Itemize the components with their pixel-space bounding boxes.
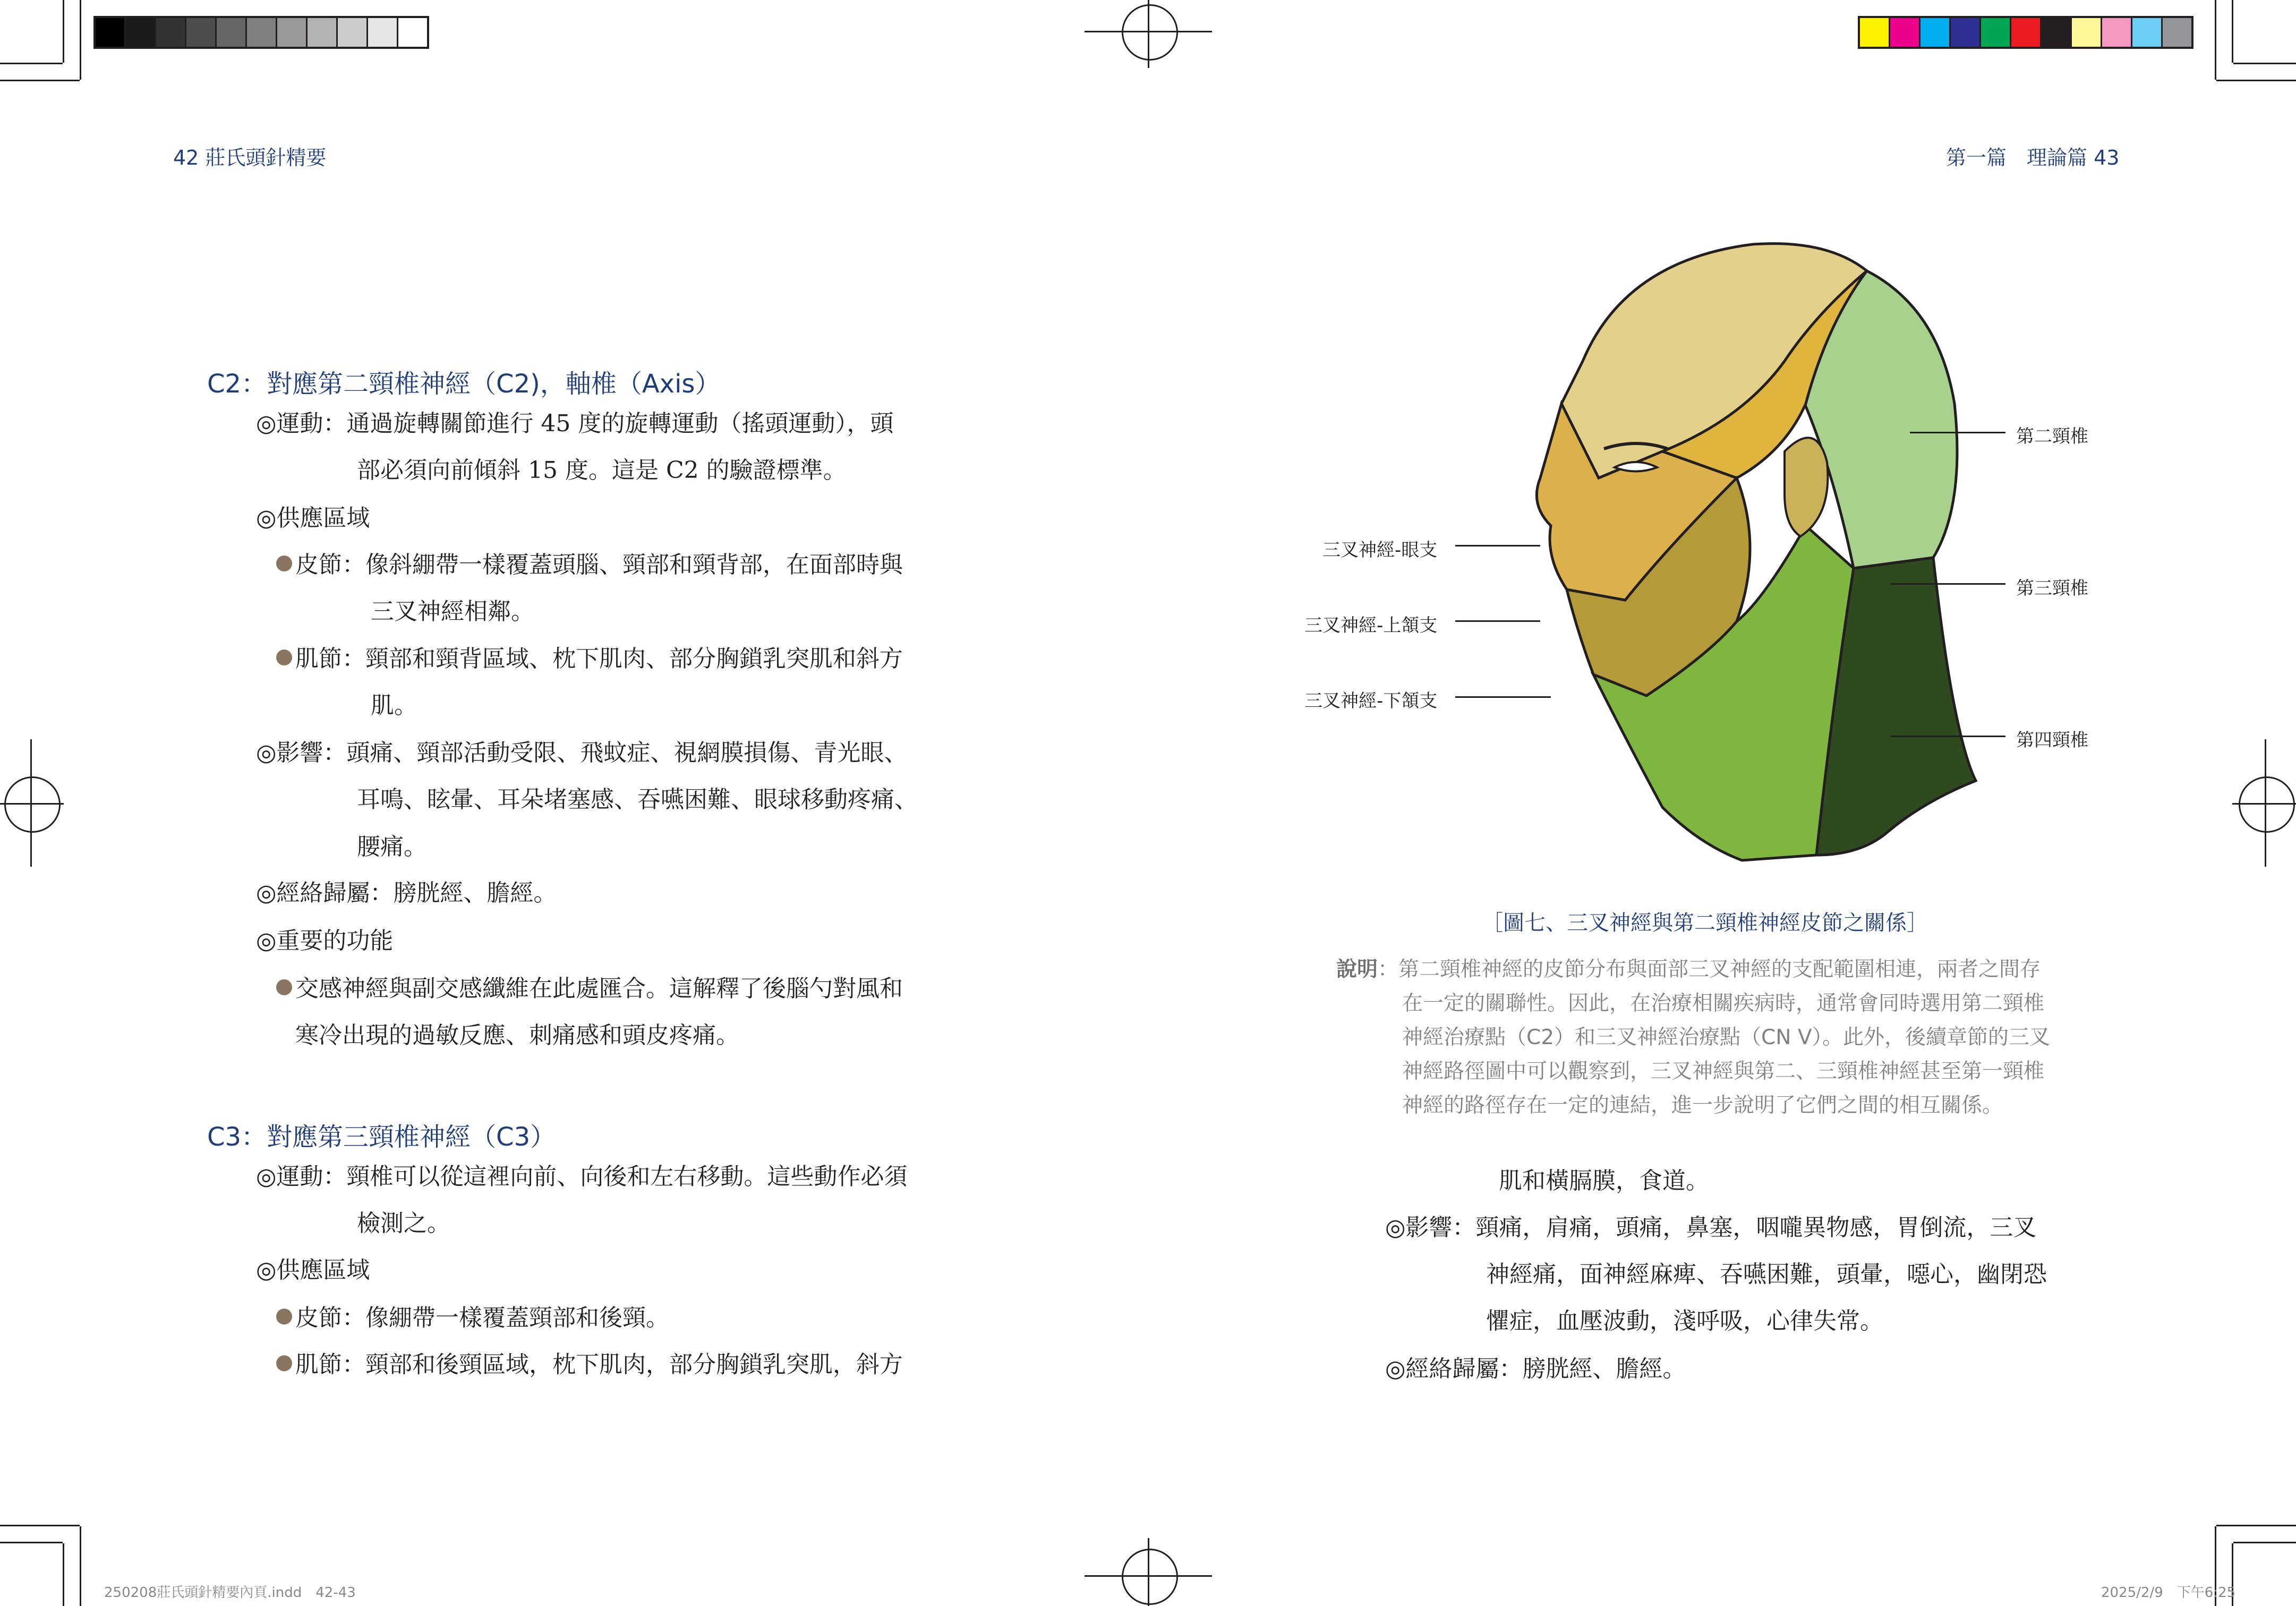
c2-function-title: ◎重要的功能	[256, 927, 394, 954]
c3-effect-line-2: 神經痛，面神經麻痺、吞嚥困難，頭暈，噁心，幽閉恐	[1486, 1261, 2047, 1288]
slug-file-name: 250208莊氏頭針精要內頁.indd 42-43	[104, 1585, 356, 1601]
c2-movement-line-1: ◎運動：通過旋轉關節進行 45 度的旋轉運動（搖頭運動），頭	[256, 410, 894, 437]
explanation-line-3: 神經治療點（C2）和三叉神經治療點（CN V）。此外，後續章節的三叉	[1402, 1026, 2051, 1049]
bullet-dot	[276, 650, 292, 665]
explanation-line-5: 神經的路徑存在一定的連結，進一步說明了它們之間的相互關係。	[1402, 1094, 2003, 1117]
color-swatch-2	[1890, 18, 1921, 47]
color-swatch-4	[1951, 18, 1981, 47]
leader-line-v3	[1455, 696, 1551, 698]
slug-timestamp: 2025/2/9 下午6:25	[2101, 1585, 2236, 1601]
c2-effect-line-2: 耳鳴、眩暈、耳朵堵塞感、吞嚥困難、眼球移動疼痛、	[357, 786, 918, 813]
c2-myotome-line-2: 肌。	[371, 692, 417, 719]
gray-swatch-7	[277, 18, 308, 47]
explanation-label: 說明	[1336, 958, 1378, 981]
color-swatch-6	[2011, 18, 2042, 47]
section-heading-c3: C3：對應第三頸椎神經（C3）	[207, 1122, 556, 1152]
label-c2: 第二頸椎	[2016, 426, 2088, 447]
explanation-line-4: 神經路徑圖中可以觀察到，三叉神經與第二、三頸椎神經甚至第一頸椎	[1402, 1060, 2045, 1083]
color-swatch-7	[2042, 18, 2072, 47]
label-trigeminal-maxillary: 三叉神經-上頷支	[1304, 615, 1438, 636]
gray-swatch-6	[247, 18, 277, 47]
gray-swatch-9	[338, 18, 368, 47]
color-swatch-11	[2163, 18, 2191, 47]
c3-dermatome-line-1: 皮節：像綳帶一樣覆蓋頸部和後頸。	[276, 1306, 669, 1330]
gray-swatch-3	[156, 18, 186, 47]
grayscale-color-bar	[93, 16, 429, 49]
c3-myotome-continued: 肌和橫膈膜，食道。	[1499, 1167, 1709, 1194]
c3-movement-line-2: 檢測之。	[357, 1210, 450, 1237]
bullet-dot	[276, 556, 292, 571]
c3-effect-line-1: ◎影響：頸痛，肩痛，頭痛，鼻塞，咽嚨異物感，胃倒流，三叉	[1385, 1214, 2037, 1241]
head-dermatome-illustration	[1487, 228, 1992, 887]
label-c3: 第三頸椎	[2016, 578, 2088, 599]
c2-myotome-line-1: 肌節：頸部和頸背區域、枕下肌肉、部分胸鎖乳突肌和斜方	[276, 647, 903, 671]
label-c4: 第四頸椎	[2016, 730, 2088, 751]
gray-swatch-11	[398, 18, 427, 47]
c2-meridian: ◎經絡歸屬：膀胱經、膽經。	[256, 879, 557, 907]
c2-dermatome-line-2: 三叉神經相鄰。	[371, 598, 534, 625]
leader-line-c3	[1891, 583, 2005, 585]
gray-swatch-10	[368, 18, 398, 47]
section-heading-c2: C2：對應第二頸椎神經（C2)，軸椎（Axis）	[207, 369, 721, 399]
c2-effect-line-3: 腰痛。	[357, 833, 427, 860]
gray-swatch-1	[96, 18, 126, 47]
c2-function-line-1: 交感神經與副交感纖維在此處匯合。這解釋了後腦勺對風和	[276, 977, 903, 1001]
running-head-left: 42 莊氏頭針精要	[173, 146, 327, 169]
c3-supply-title: ◎供應區域	[256, 1257, 370, 1284]
bullet-dot	[276, 1355, 292, 1371]
process-color-bar	[1858, 16, 2193, 49]
color-swatch-10	[2132, 18, 2163, 47]
bullet-dot	[276, 979, 292, 995]
explanation-line-1: 說明：第二頸椎神經的皮節分布與面部三叉神經的支配範圍相連，兩者之間存	[1336, 958, 2041, 981]
gray-swatch-5	[217, 18, 247, 47]
label-trigeminal-mandibular: 三叉神經-下頷支	[1304, 690, 1438, 712]
leader-line-c4	[1891, 736, 2005, 737]
bullet-dot	[276, 1309, 292, 1325]
color-swatch-9	[2102, 18, 2132, 47]
c2-movement-line-2: 部必須向前傾斜 15 度。這是 C2 的驗證標準。	[357, 457, 847, 484]
c3-effect-line-3: 懼症，血壓波動，淺呼吸，心律失常。	[1486, 1308, 1883, 1335]
gray-swatch-8	[308, 18, 338, 47]
c2-supply-title: ◎供應區域	[256, 505, 370, 532]
c3-myotome-line-1: 肌節：頸部和後頸區域，枕下肌肉，部分胸鎖乳突肌，斜方	[276, 1353, 903, 1377]
leader-line-c2	[1910, 432, 2005, 433]
explanation-line-2: 在一定的關聯性。因此，在治療相關疾病時，通常會同時選用第二頸椎	[1402, 992, 2045, 1015]
c3-meridian: ◎經絡歸屬：膀胱經、膽經。	[1385, 1355, 1686, 1382]
gray-swatch-2	[126, 18, 156, 47]
running-head-right: 第一篇 理論篇 43	[1946, 146, 2120, 169]
c2-effect-line-1: ◎影響：頭痛、頸部活動受限、飛蚊症、視網膜損傷、青光眼、	[256, 739, 908, 766]
leader-line-v1	[1455, 545, 1540, 546]
c3-movement-line-1: ◎運動：頸椎可以從這裡向前、向後和左右移動。這些動作必須	[256, 1163, 908, 1190]
figure-caption: ［圖七、三叉神經與第二頸椎神經皮節之關係］	[1482, 911, 1928, 935]
color-swatch-8	[2072, 18, 2102, 47]
color-swatch-3	[1921, 18, 1951, 47]
color-swatch-5	[1981, 18, 2011, 47]
c2-function-line-2: 寒冷出現的過敏反應、刺痛感和頭皮疼痛。	[295, 1022, 739, 1049]
leader-line-v2	[1455, 620, 1540, 622]
gray-swatch-4	[186, 18, 217, 47]
label-trigeminal-ophthalmic: 三叉神經-眼支	[1322, 540, 1438, 561]
c2-dermatome-line-1: 皮節：像斜綳帶一樣覆蓋頭腦、頸部和頸背部，在面部時與	[276, 553, 903, 577]
ear-shape	[1785, 438, 1828, 536]
color-swatch-1	[1860, 18, 1890, 47]
